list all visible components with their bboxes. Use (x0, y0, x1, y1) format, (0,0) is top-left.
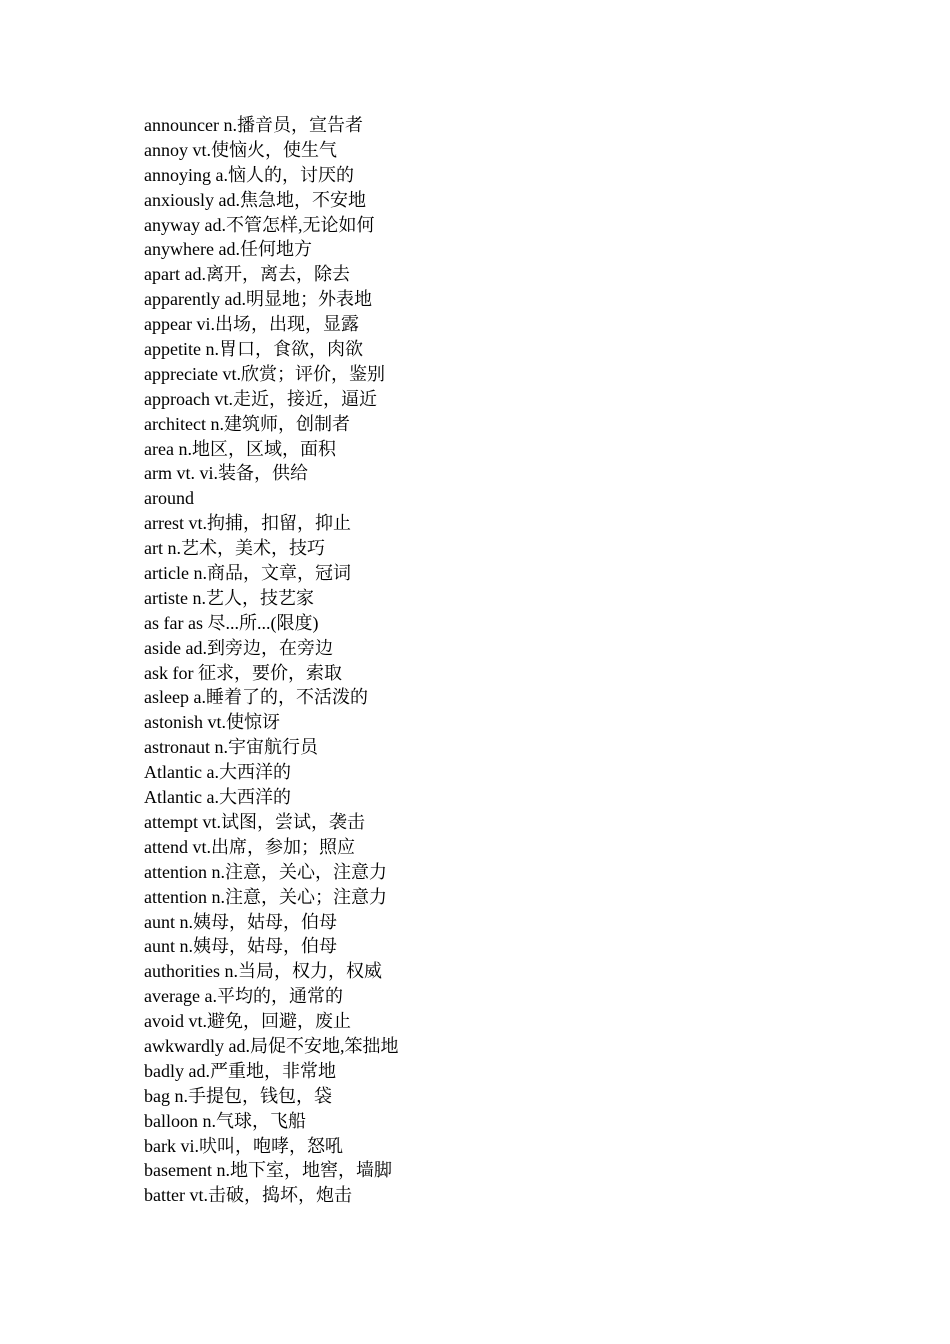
vocabulary-entry: average a.平均的，通常的 (144, 986, 343, 1007)
vocabulary-entry: Atlantic a.大西洋的 (144, 787, 291, 808)
vocabulary-entry: aunt n.姨母，姑母，伯母 (144, 911, 337, 932)
vocabulary-entry: anyway ad.不管怎样,无论如何 (144, 214, 375, 235)
vocabulary-entry: annoying a.恼人的，讨厌的 (144, 164, 354, 185)
vocabulary-entry: avoid vt.避免，回避，废止 (144, 1011, 351, 1032)
vocabulary-entry: badly ad.严重地，非常地 (144, 1060, 336, 1081)
vocabulary-entry: architect n.建筑师，创制者 (144, 413, 350, 434)
vocabulary-entry: balloon n.气球，飞船 (144, 1110, 306, 1131)
vocabulary-entry: attention n.注意，关心，注意力 (144, 861, 387, 882)
vocabulary-entry: apart ad.离开，离去，除去 (144, 264, 350, 285)
vocabulary-entry: aunt n.姨母，姑母，伯母 (144, 936, 337, 957)
vocabulary-entry: authorities n.当局，权力，权威 (144, 961, 382, 982)
vocabulary-entry: appreciate vt.欣赏；评价，鉴别 (144, 363, 385, 384)
vocabulary-entry: annoy vt.使恼火，使生气 (144, 139, 337, 160)
vocabulary-entry: batter vt.击破，捣坏，炮击 (144, 1185, 352, 1206)
vocabulary-entry: around (144, 488, 194, 509)
vocabulary-entry: astronaut n.宇宙航行员 (144, 737, 318, 758)
vocabulary-entry: Atlantic a.大西洋的 (144, 762, 291, 783)
vocabulary-entry: area n.地区，区域，面积 (144, 438, 336, 459)
vocabulary-entry: basement n.地下室，地窖，墙脚 (144, 1160, 392, 1181)
vocabulary-entry: arm vt. vi.装备，供给 (144, 463, 308, 484)
vocabulary-entry: attempt vt.试图，尝试，袭击 (144, 811, 365, 832)
vocabulary-entry: apparently ad.明显地；外表地 (144, 289, 372, 310)
vocabulary-entry: article n.商品，文章，冠词 (144, 563, 351, 584)
vocabulary-entry: aside ad.到旁边，在旁边 (144, 637, 333, 658)
vocabulary-entry: bag n.手提包，钱包，袋 (144, 1085, 332, 1106)
vocabulary-entry: attention n.注意，关心；注意力 (144, 886, 387, 907)
vocabulary-list (144, 113, 398, 1208)
vocabulary-entry: attend vt.出席，参加；照应 (144, 836, 355, 857)
vocabulary-entry: astonish vt.使惊讶 (144, 712, 281, 733)
vocabulary-entry: appear vi.出场，出现，显露 (144, 314, 359, 335)
vocabulary-entry: asleep a.睡着了的，不活泼的 (144, 687, 368, 708)
vocabulary-entry: approach vt.走近，接近，逼近 (144, 388, 377, 409)
vocabulary-entry: announcer n.播音员，宣告者 (144, 115, 363, 135)
vocabulary-entry: ask for 征求，要价，索取 (144, 662, 342, 683)
vocabulary-entry: arrest vt.拘捕，扣留，抑止 (144, 513, 351, 534)
vocabulary-entry: artiste n.艺人，技艺家 (144, 587, 314, 608)
vocabulary-entry: anxiously ad.焦急地，不安地 (144, 189, 366, 210)
vocabulary-entry: awkwardly ad.局促不安地,笨拙地 (144, 1035, 399, 1056)
vocabulary-entry: as far as 尽...所...(限度) (144, 612, 319, 633)
vocabulary-entry: appetite n.胃口，食欲，肉欲 (144, 339, 363, 360)
vocabulary-entry: anywhere ad.任何地方 (144, 239, 312, 260)
vocabulary-entry: art n.艺术，美术，技巧 (144, 538, 325, 559)
vocabulary-entry: bark vi.吠叫，咆哮，怒吼 (144, 1135, 343, 1156)
